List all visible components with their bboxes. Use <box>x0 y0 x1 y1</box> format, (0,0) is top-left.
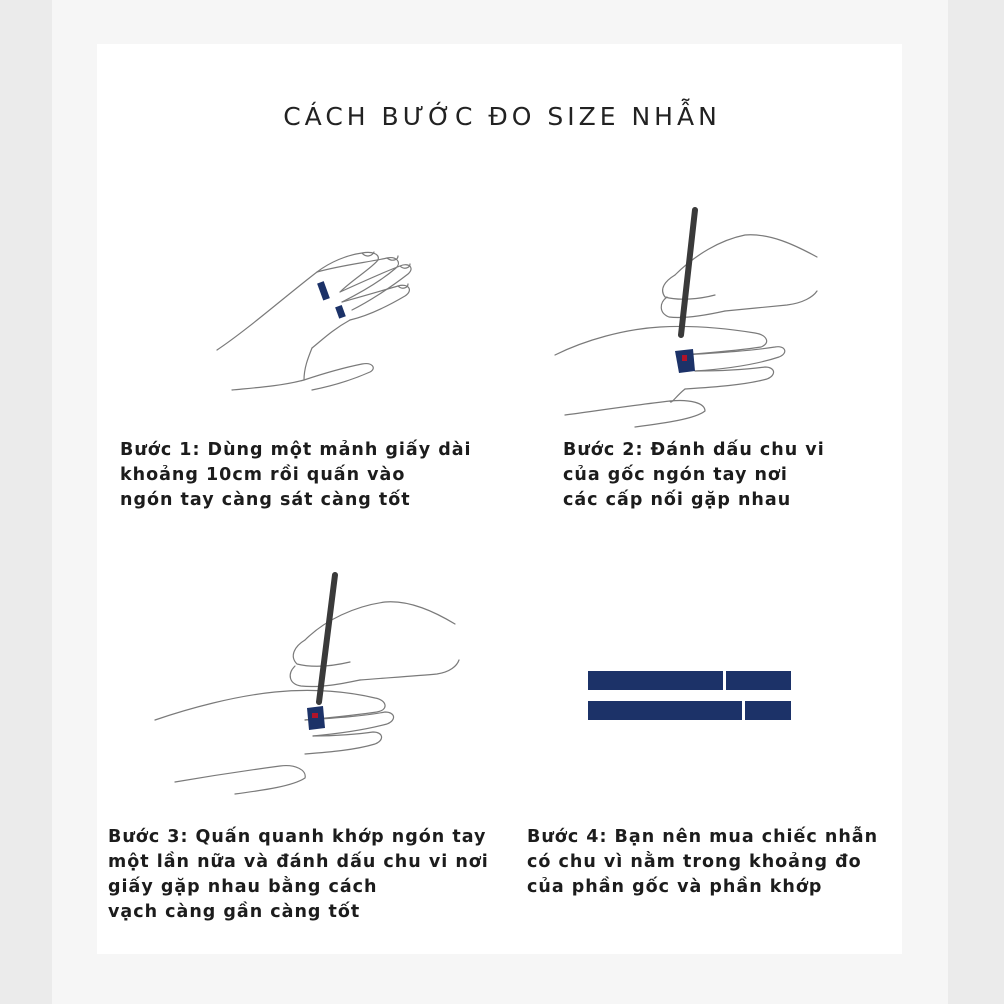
right-edge <box>948 0 1004 1004</box>
hand-paper-wrap-illustration <box>212 240 427 400</box>
paper-strip-top <box>588 671 791 690</box>
left-edge <box>0 0 52 1004</box>
step-2-line: Bước 2: Đánh dấu chu vi <box>563 440 825 460</box>
step-2-caption <box>563 438 825 513</box>
page-title: CÁCH BƯỚC ĐO SIZE NHẪN <box>283 102 721 131</box>
step-3-line: giấy gặp nhau bằng cách <box>108 877 378 897</box>
step-4-line: có chu vì nằm trong khoảng đo <box>527 852 862 872</box>
step-3-line: vạch càng gần càng tốt <box>108 902 361 922</box>
strip-segment <box>726 671 791 690</box>
strip-segment <box>745 701 791 720</box>
step-3-line: Bước 3: Quấn quanh khớp ngón tay <box>108 827 487 847</box>
step-4-line: của phần gốc và phần khớp <box>527 877 823 897</box>
step-2-line: của gốc ngón tay nơi <box>563 465 788 485</box>
paper-strip-bottom <box>588 701 791 720</box>
hand-mark-base-illustration <box>555 205 825 435</box>
hand-mark-joint-illustration <box>155 570 460 800</box>
step-4-caption <box>527 825 878 900</box>
strip-segment <box>588 671 723 690</box>
step-1-line: Bước 1: Dùng một mảnh giấy dài <box>120 440 472 460</box>
strip-segment <box>588 701 742 720</box>
step-1-line: khoảng 10cm rồi quấn vào <box>120 465 406 485</box>
step-3-line: một lần nữa và đánh dấu chu vi nơi <box>108 852 489 872</box>
step-4-line: Bước 4: Bạn nên mua chiếc nhẫn <box>527 827 879 847</box>
step-2-line: các cấp nối gặp nhau <box>563 490 792 510</box>
step-1-line: ngón tay càng sát càng tốt <box>120 490 411 510</box>
step-1-caption <box>120 438 472 513</box>
step-3-caption <box>108 825 489 925</box>
